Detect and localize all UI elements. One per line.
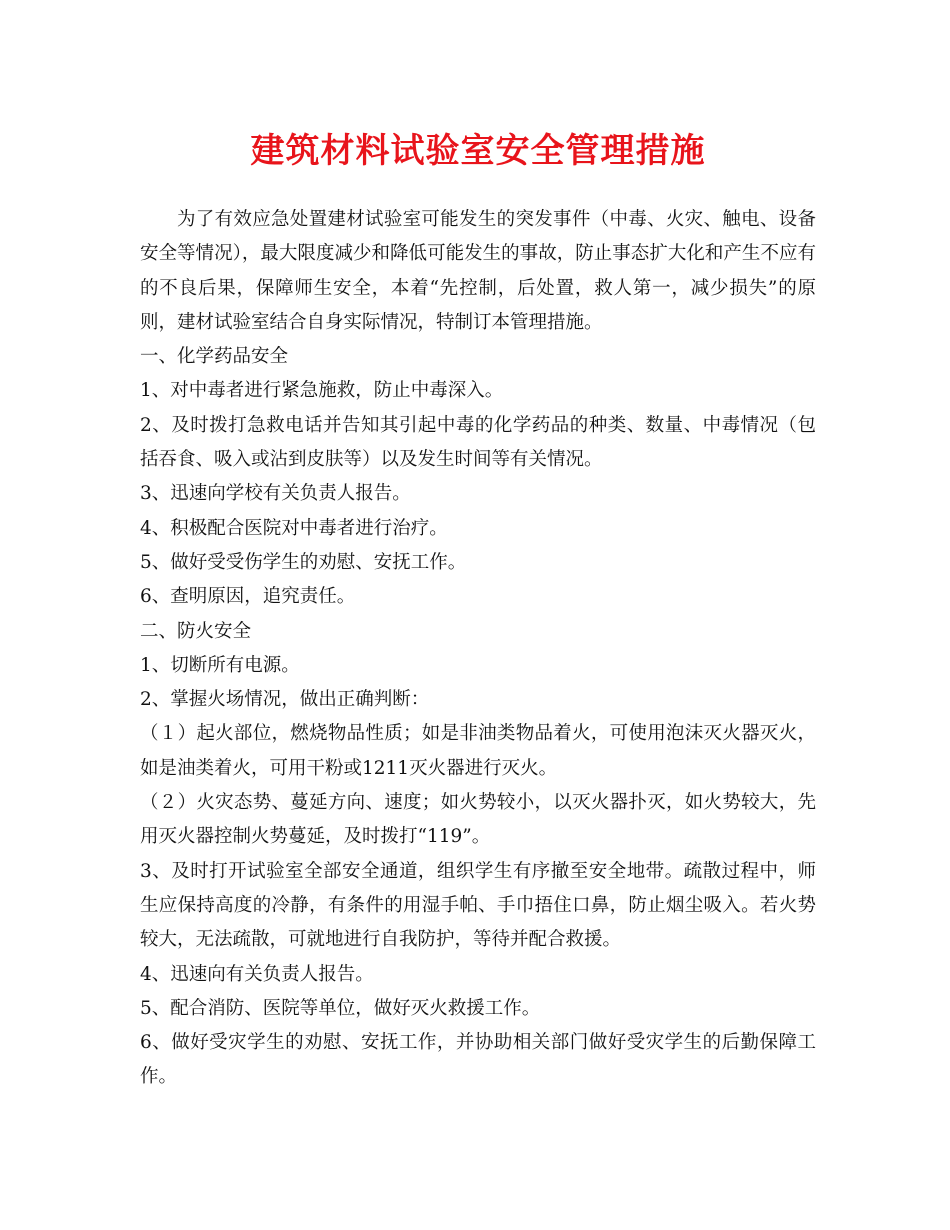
list-item: （１）起火部位，燃烧物品性质；如是非油类物品着火，可使用泡沫灭火器灭火，如是油类着火，可用干粉或1211灭火器进行灭火。 — [140, 723, 816, 779]
list-item: 5、做好受受伤学生的劝慰、安抚工作。 — [140, 551, 467, 573]
section-heading-chemical: 一、化学药品安全 — [140, 346, 289, 368]
list-item: 2、掌握火场情况，做出正确判断： — [140, 689, 430, 711]
list-item: 6、做好受灾学生的劝慰、安抚工作，并协助相关部门做好受灾学生的后勤保障工作。 — [140, 1032, 816, 1088]
list-item: 1、切断所有电源。 — [140, 654, 300, 676]
list-item: 3、迅速向学校有关负责人报告。 — [140, 483, 411, 505]
list-item: 3、及时打开试验室全部安全通道，组织学生有序撤至安全地带。疏散过程中，师生应保持高度的冷静，有条件的用湿手帕、手巾捂住口鼻，防止烟尘吸入。若火势较大，无法疏散，可就地进行自我防护，等待并配合救援。 — [140, 860, 816, 951]
section-heading-fire: 二、防火安全 — [140, 620, 252, 642]
intro-paragraph: 为了有效应急处置建材试验室可能发生的突发事件（中毒、火灾、触电、设备安全等情况），最大限度减少和降低可能发生的事故，防止事态扩大化和产生不应有的不良后果，保障师生安全，本着“先控制，后处置，救人第一，减少损失”的原则，建材试验室结合自身实际情况，特制订本管理措施。 — [140, 209, 816, 333]
list-item: 2、及时拨打急救电话并告知其引起中毒的化学药品的种类、数量、中毒情况（包括吞食、吸入或沾到皮肤等）以及发生时间等有关情况。 — [140, 414, 816, 471]
list-item: （２）火灾态势、蔓延方向、速度；如火势较小，以灭火器扑灭，如火势较大，先用灭火器控制火势蔓延，及时拨打“119”。 — [140, 792, 816, 848]
list-item: 1、对中毒者进行紧急施救，防止中毒深入。 — [140, 380, 504, 402]
list-item: 5、配合消防、医院等单位，做好灭火救援工作。 — [140, 997, 541, 1019]
list-item: 4、迅速向有关负责人报告。 — [140, 963, 374, 985]
list-item: 4、积极配合医院对中毒者进行治疗。 — [140, 517, 448, 539]
document-body — [140, 203, 816, 1095]
list-item: 6、查明原因，追究责任。 — [140, 586, 356, 608]
document-title: 建筑材料试验室安全管理措施 — [250, 131, 706, 171]
